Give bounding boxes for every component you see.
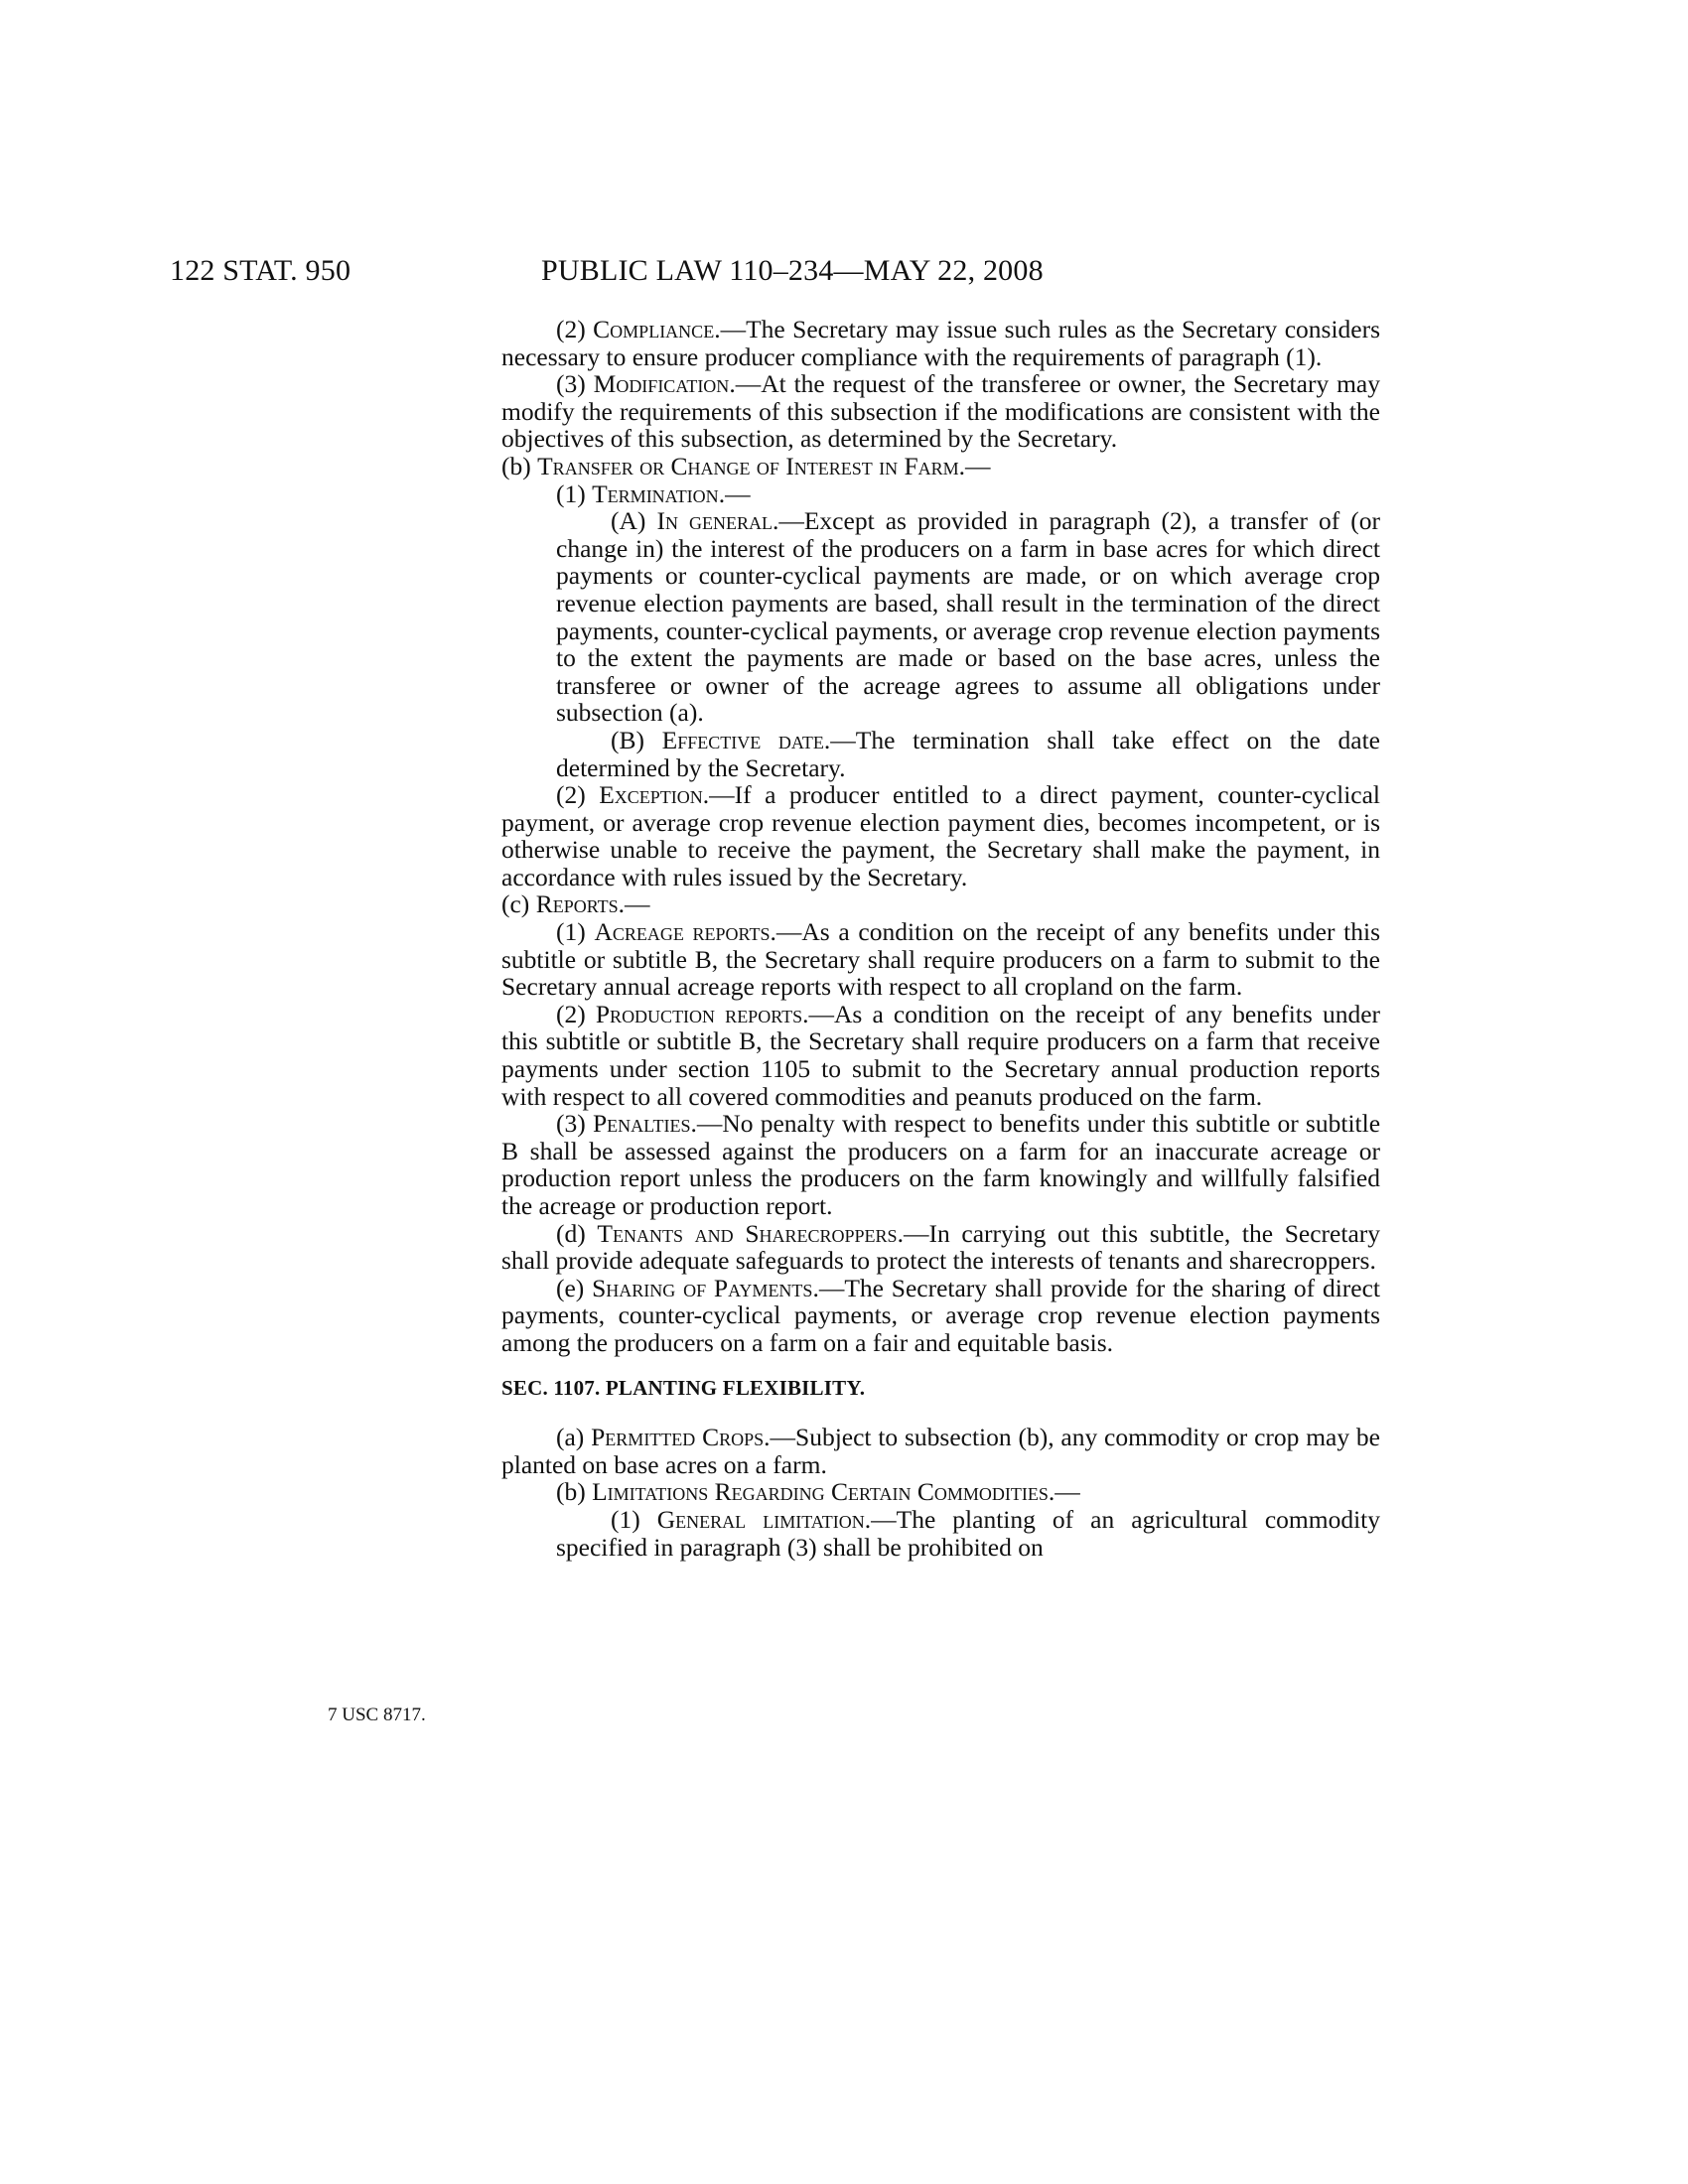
subparagraph-b1A (556, 507, 1380, 727)
para-number: (2) (556, 780, 600, 810)
para-heading: Limitations Regarding Certain Commodities (592, 1477, 1049, 1507)
para-number: (2) (556, 999, 596, 1028)
para-text: .—The planting of an agricultural commodity specified in paragraph (3) shall be prohibited on (556, 1504, 1380, 1562)
para-text: .— (1048, 1477, 1080, 1507)
paragraph-b1 (501, 480, 1380, 508)
subsection-c (501, 890, 1380, 918)
para-heading: Exception (599, 780, 703, 810)
subsection-b (501, 453, 1380, 480)
para-text: .—At the request of the transferee or owner, the Secretary may modify the requirements of this subsection if the modifications are consistent with the objectives of this subsection, as determined by the Secretary. (501, 369, 1381, 454)
para-number: (d) (556, 1218, 598, 1248)
para-text: .—As a condition on the receipt of any benefits under this subtitle or subtitle B, the Secretary shall require producers on a farm to submit to the Secretary annual acreage reports with respect to all cropland on the farm. (501, 917, 1381, 1002)
para-text: .—The termination shall take effect on the date determined by the Secretary. (556, 725, 1381, 782)
paragraph-c2 (501, 1001, 1380, 1110)
para-heading: Reports (535, 889, 619, 919)
usc-margin-citation: 7 USC 8717. (328, 1705, 426, 1725)
paragraph-a3 (501, 370, 1380, 453)
page-stat-number: 122 STAT. 950 (170, 254, 352, 287)
para-number: (3) (556, 369, 594, 399)
para-number: (B) (611, 725, 662, 754)
para-text: .— (618, 889, 650, 919)
para-text: .— (718, 478, 751, 508)
para-heading: In general (656, 506, 773, 536)
para-number: (c) (501, 889, 536, 919)
para-heading: Termination (592, 478, 719, 508)
section-heading: SEC. 1107. PLANTING FLEXIBILITY. (501, 1375, 866, 1400)
paragraph-c3 (501, 1110, 1380, 1219)
para-heading: Modification (593, 369, 730, 399)
para-number: (2) (556, 315, 594, 343)
para-heading: Compliance (593, 315, 715, 343)
para-number: (b) (556, 1477, 593, 1507)
subparagraph-b1B (556, 727, 1380, 781)
para-number: (1) (611, 1504, 657, 1534)
para-number: (1) (556, 478, 593, 508)
paragraph-b2 (501, 781, 1380, 890)
subsection-e (501, 1275, 1380, 1357)
para-heading: Acreage reports (594, 917, 771, 947)
para-text: .—The Secretary may issue such rules as the Secretary considers necessary to ensure producer compliance with the requirements of paragraph (1). (501, 315, 1381, 371)
para-heading: Sharing of Payments (592, 1273, 813, 1302)
paragraph-a2 (501, 316, 1380, 370)
para-number: (3) (556, 1109, 593, 1139)
para-text: .—If a producer entitled to a direct payment, counter-cyclical payment, or average crop revenue election payment dies, becomes incompetent, or is otherwise unable to receive the payment, the Secretary shall make the payment, in accordance with rules issued by the Secretary. (501, 780, 1381, 891)
para-number: (a) (556, 1423, 592, 1452)
para-heading: Tenants and Sharecroppers (597, 1218, 898, 1248)
page-running-title: PUBLIC LAW 110–234—MAY 22, 2008 (541, 254, 1044, 287)
para-number: (A) (611, 506, 657, 536)
para-text: .—No penalty with respect to benefits under this subtitle or subtitle B shall be assessed against the producers on a farm for an inaccurate acreage or production report unless the producers on the farm knowingly and willfully falsified the acreage or production report. (501, 1109, 1381, 1220)
subsection-d (501, 1220, 1380, 1275)
paragraph-c1 (501, 918, 1380, 1001)
para-text: .—Except as provided in paragraph (2), a transfer of (or change in) the interest of the producers on a farm in base acres for which direct payments or counter-cyclical payments are made, or on which average crop revenue election payments are based, shall result in the termination of the direct payments, counter-cyclical payments, or average crop revenue election payments to the extent the payments are made or based on the base acres, unless the transferee or owner of the acreage agrees to assume all obligations under subsection (a). (556, 506, 1380, 728)
para-heading: Penalties (592, 1109, 691, 1139)
subparagraph-group (501, 507, 1380, 781)
document-body (501, 316, 1380, 1561)
para-number: (e) (556, 1273, 593, 1302)
para-text: .—As a condition on the receipt of any benefits under this subtitle or subtitle B, the Secretary shall require producers on a farm that receive payments under section 1105 to submit to the Secretary annual production reports with respect to all covered commodities and peanuts produced on the farm. (501, 999, 1381, 1111)
para-heading: Permitted Crops (591, 1423, 765, 1452)
section-subsection-b (501, 1478, 1380, 1506)
para-text: .—In carrying out this subtitle, the Secretary shall provide adequate safeguards to protect the interests of tenants and sharecroppers. (501, 1218, 1381, 1276)
section-subsection-a (501, 1424, 1380, 1478)
para-heading: General limitation (656, 1504, 865, 1534)
para-heading: Transfer or Change of Interest in Farm (537, 451, 959, 480)
section-paragraph-b1 (501, 1506, 1380, 1561)
para-text: .— (958, 451, 991, 480)
para-number: (b) (501, 451, 538, 480)
para-heading: Effective date (661, 725, 824, 754)
para-number: (1) (556, 917, 595, 947)
para-heading: Production reports (595, 999, 803, 1028)
para-text: .—Subject to subsection (b), any commodity or crop may be planted on base acres on a farm. (501, 1423, 1380, 1479)
para-text: .—The Secretary shall provide for the sharing of direct payments, counter-cyclical payments, or average crop revenue election payments among the producers on a farm on a fair and equitable basis. (501, 1273, 1380, 1357)
